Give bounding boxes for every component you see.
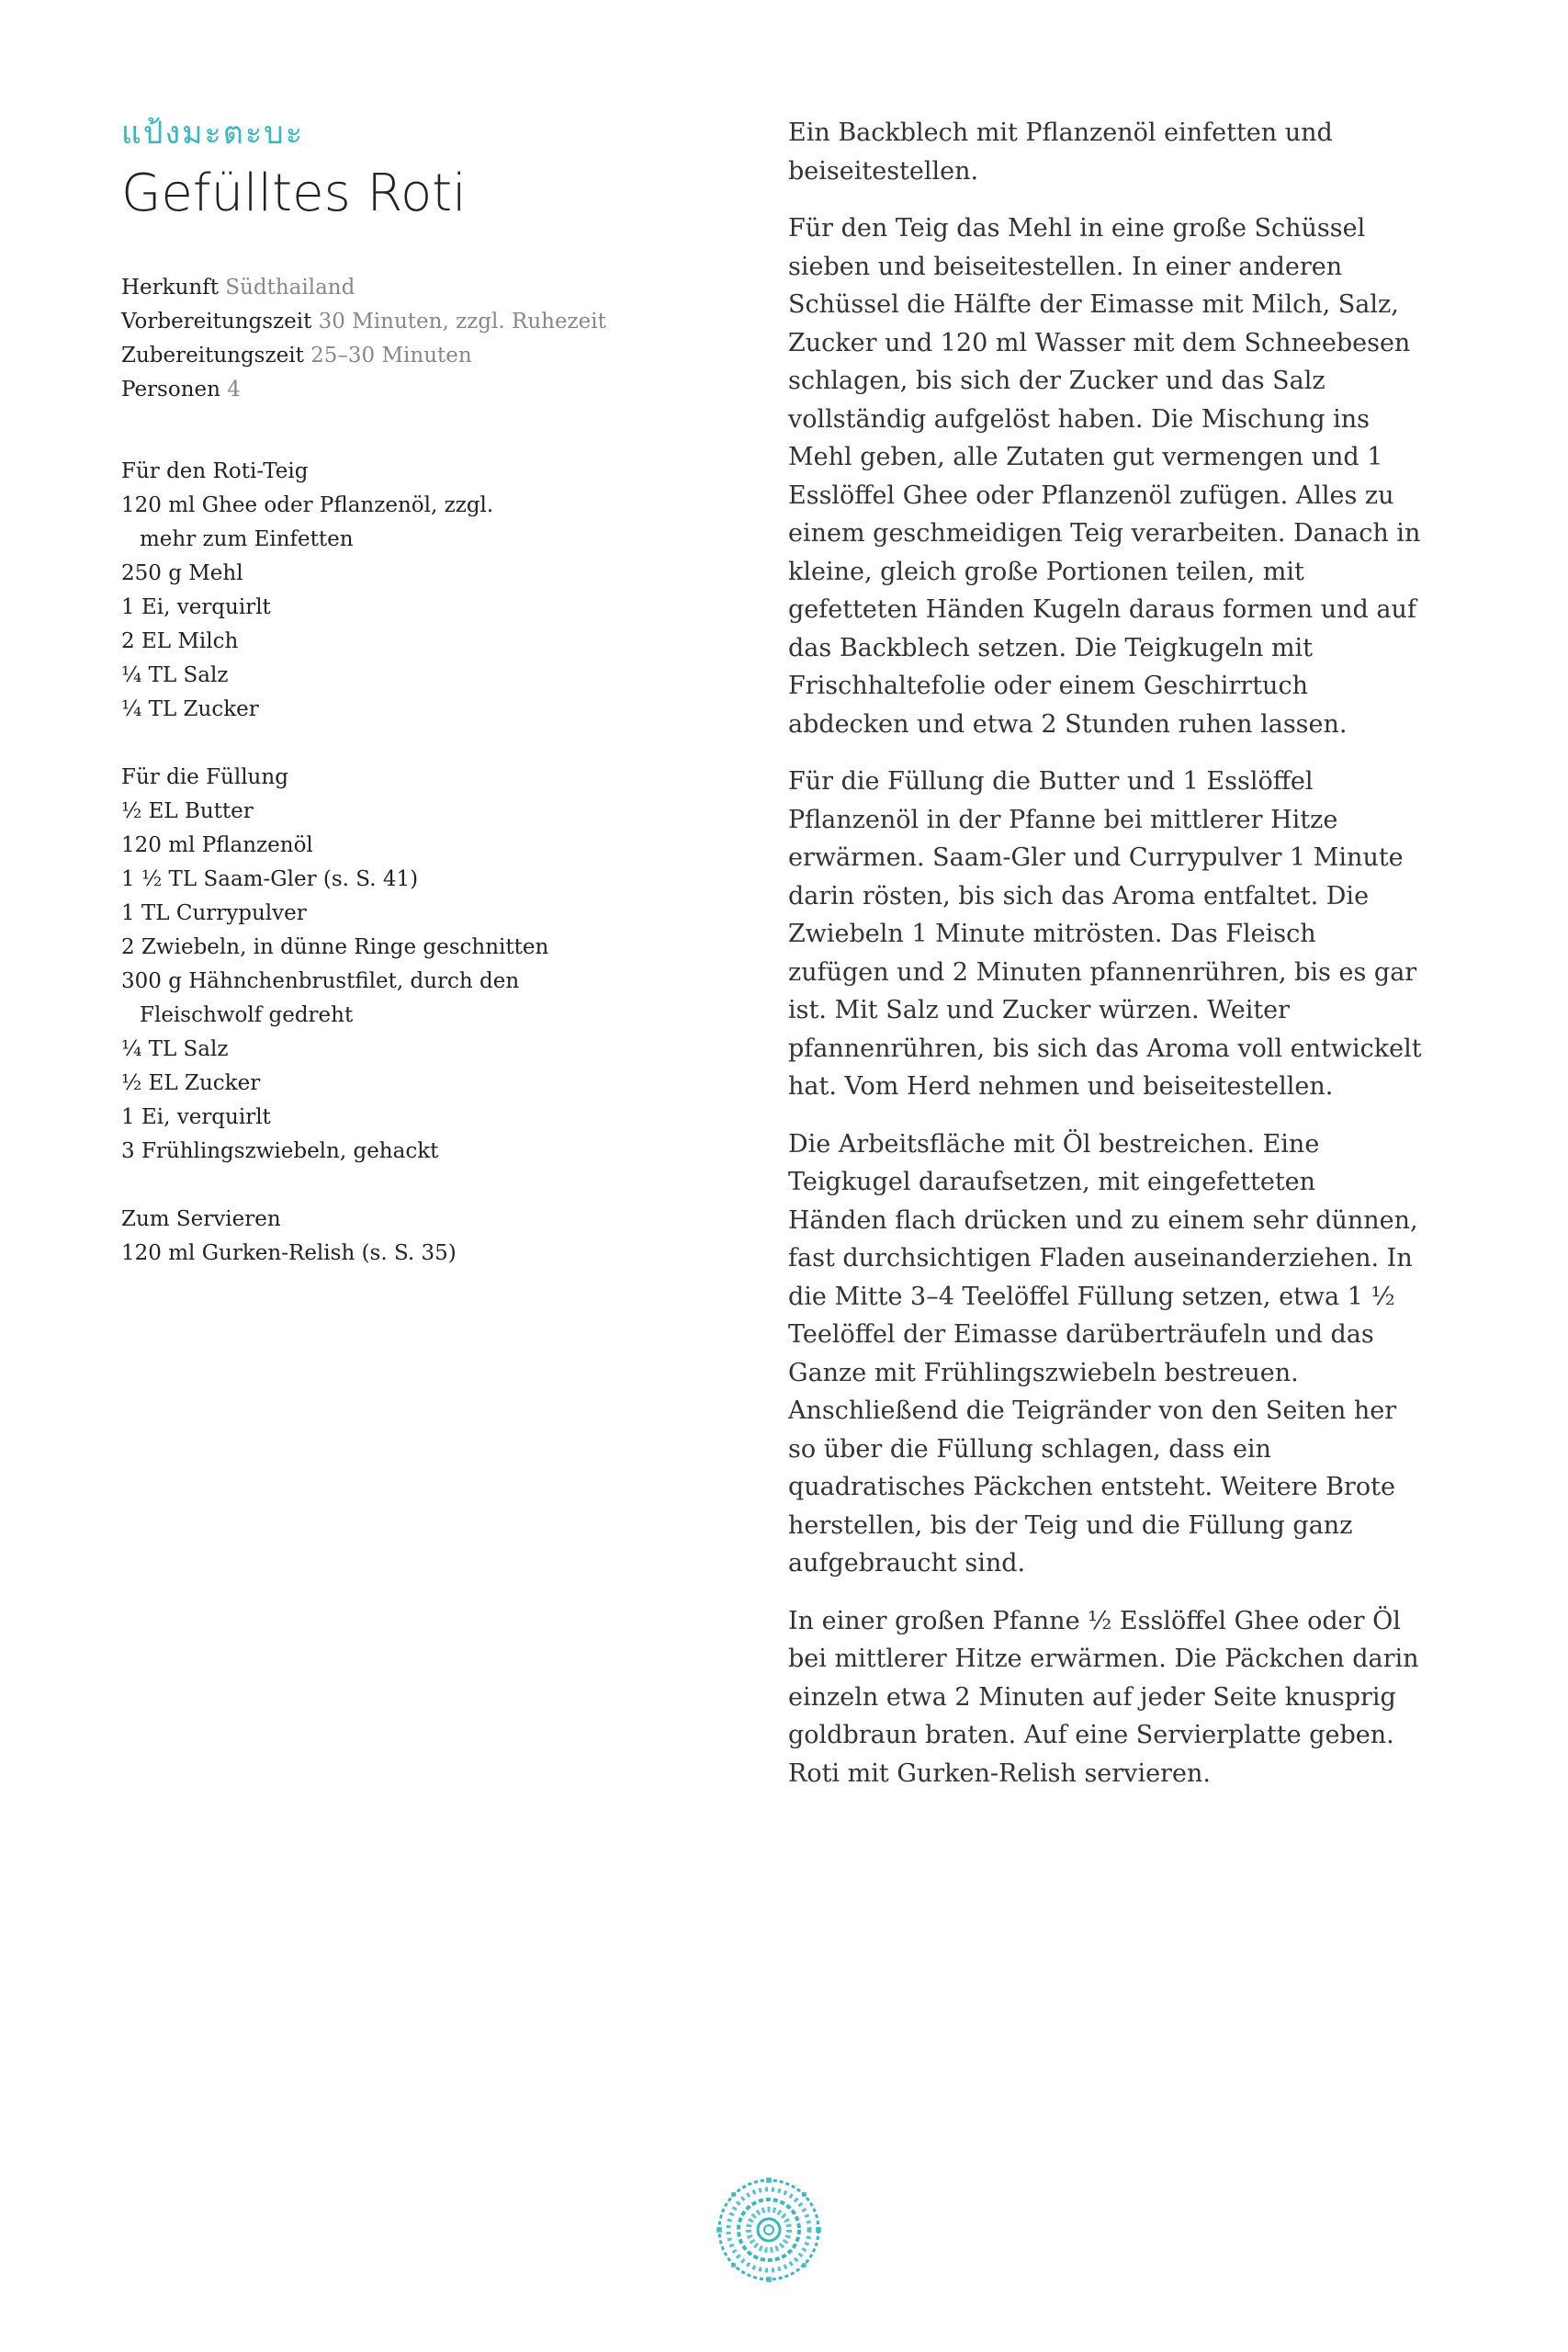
recipe-header-column <box>121 115 691 1305</box>
ingredient-item-continuation: mehr zum Einfetten <box>140 527 354 551</box>
ingredient-item: ½ EL Zucker <box>121 1071 261 1095</box>
recipe-meta <box>121 271 691 407</box>
recipe-title: Gefülltes Roti <box>121 164 467 223</box>
ingredient-item: ¼ TL Zucker <box>121 697 259 721</box>
meta-servings <box>121 373 691 407</box>
instruction-step: Ein Backblech mit Pflanzenöl einfetten und beiseitestellen. <box>788 119 1333 186</box>
ingredient-item: 250 g Mehl <box>121 561 243 585</box>
ingredient-item: ¼ TL Salz <box>121 1037 229 1061</box>
recipe-instructions <box>788 114 1422 1812</box>
ingredient-section-heading: Zum Servieren <box>121 1207 281 1231</box>
meta-label: Zubereitungszeit <box>121 344 304 368</box>
ingredient-section-heading: Für den Roti-Teig <box>121 459 309 483</box>
ingredient-item: ½ EL Butter <box>121 799 254 823</box>
instruction-step: Für die Füllung die Butter und 1 Esslöffel Pflanzenöl in der Pfanne bei mittlerer Hitze erwärmen. Saam-Gler und Currypulver 1 Minute darin rösten, bis sich das Aroma entfaltet. Die Zwiebeln 1 Minute mitrösten. Das Fleisch zufügen und 2 Minuten pfannenrühren, bis es gar ist. Mit Salz und Zucker würzen. Weiter pfannenrühren, bis sich das Aroma voll entwickelt hat. Vom Herd nehmen und beiseitestellen. <box>788 767 1422 1101</box>
ingredient-item: 1 TL Currypulver <box>121 901 307 925</box>
meta-label: Herkunft <box>121 276 219 300</box>
ingredient-item: 1 Ei, verquirlt <box>121 1105 271 1129</box>
mandala-ornament-icon <box>715 2176 823 2284</box>
ingredient-list <box>121 455 691 1271</box>
ingredient-item: 120 ml Ghee oder Pflanzenöl, zzgl. <box>121 493 494 517</box>
meta-label: Vorbereitungszeit <box>121 310 312 334</box>
meta-prep-time <box>121 305 691 339</box>
ingredient-item: 300 g Hähnchenbrustfilet, durch den <box>121 969 520 993</box>
ingredient-item-continuation: Fleischwolf gedreht <box>140 1003 354 1027</box>
ingredient-item: 1 ½ TL Saam-Gler (s. S. 41) <box>121 867 419 891</box>
instruction-step: In einer großen Pfanne ½ Esslöffel Ghee oder Öl bei mittlerer Hitze erwärmen. Die Päckchen darin einzeln etwa 2 Minuten auf jeder Seite knusprig goldbraun braten. Auf eine Servierplatte geben. Roti mit Gurken-Relish servieren. <box>788 1606 1419 1788</box>
ingredient-item: 3 Frühlingszwiebeln, gehackt <box>121 1139 439 1163</box>
ingredient-section-serving <box>121 1203 691 1271</box>
meta-label: Personen <box>121 378 220 401</box>
ingredient-item: 120 ml Gurken-Relish (s. S. 35) <box>121 1241 457 1265</box>
meta-value: 4 <box>227 378 241 401</box>
meta-cook-time <box>121 339 691 373</box>
ingredient-item: 1 Ei, verquirlt <box>121 595 271 619</box>
ingredient-item: 120 ml Pflanzenöl <box>121 833 313 857</box>
meta-origin <box>121 271 691 305</box>
ingredient-section-filling <box>121 761 691 1169</box>
thai-title: แป้งมะตะบะ <box>121 115 304 152</box>
instruction-step: Für den Teig das Mehl in eine große Schüssel sieben und beiseitestellen. In einer anderen Schüssel die Hälfte der Eimasse mit Milch, Salz, Zucker und 120 ml Wasser mit dem Schneebesen schlagen, bis sich der Zucker und das Salz vollständig aufgelöst haben. Die Mischung ins Mehl geben, alle Zutaten gut vermengen und 1 Esslöffel Ghee oder Pflanzenöl zufügen. Alles zu einem geschmeidigen Teig verarbeiten. Danach in kleine, gleich große Portionen teilen, mit gefetteten Händen Kugeln daraus formen und auf das Backblech setzen. Die Teigkugeln mit Frischhaltefolie oder einem Geschirrtuch abdecken und etwa 2 Stunden ruhen lassen. <box>788 214 1421 739</box>
ingredient-item: 2 Zwiebeln, in dünne Ringe geschnitten <box>121 935 549 959</box>
ingredient-item: ¼ TL Salz <box>121 663 229 687</box>
ingredient-section-heading: Für die Füllung <box>121 765 288 789</box>
instruction-step: Die Arbeitsfläche mit Öl bestreichen. Eine Teigkugel daraufsetzen, mit eingefetteten Händen flach drücken und zu einem sehr dünnen, fast durchsichtigen Fladen auseinanderziehen. In die Mitte 3–4 Teelöffel Füllung setzen, etwa 1 ½ Teelöffel der Eimasse darüberträufeln und das Ganze mit Frühlingszwiebeln bestreuen. Anschließend die Teigränder von den Seiten her so über die Füllung schlagen, dass ein quadratisches Päckchen entsteht. Weitere Brote herstellen, bis der Teig und die Füllung ganz aufgebraucht sind. <box>788 1129 1418 1577</box>
meta-value: Südthailand <box>225 276 355 300</box>
meta-value: 25–30 Minuten <box>310 344 472 368</box>
meta-value: 30 Minuten, zzgl. Ruhezeit <box>318 310 606 334</box>
ingredient-item: 2 EL Milch <box>121 629 239 653</box>
ingredient-section-dough <box>121 455 691 727</box>
